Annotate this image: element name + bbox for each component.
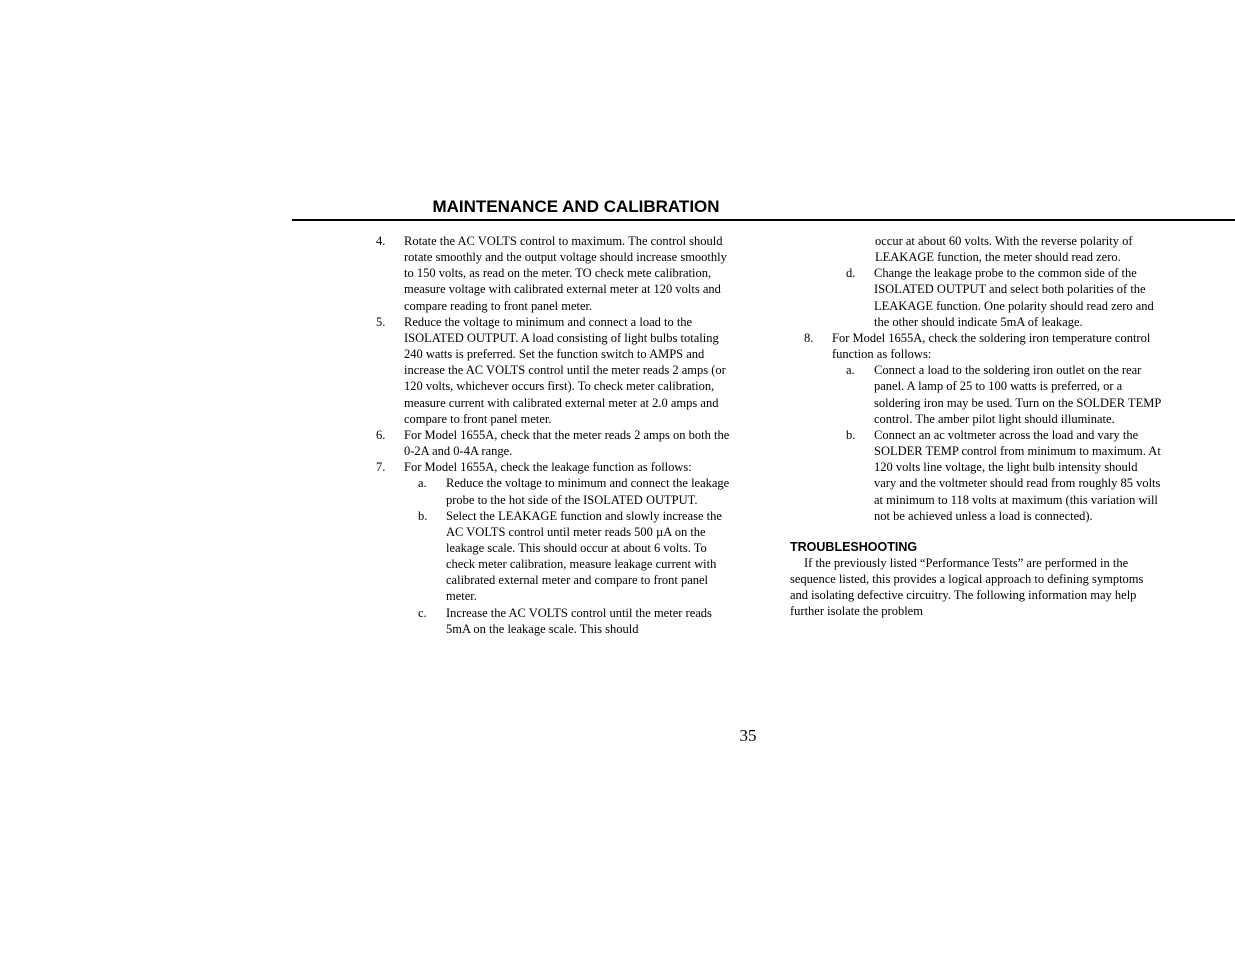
- sub-item-text: Reduce the voltage to minimum and connect the leakage probe to the hot side of the ISOLATED OUTPUT.: [446, 476, 730, 507]
- sub-item-letter: d.: [846, 266, 856, 281]
- sub-item-text: Connect a load to the soldering iron outlet on the rear panel. A lamp of 25 to 100 watts is preferred, or a soldering iron may be used. Turn on the SOLDER TEMP control. The amber pilot light should illuminate.: [874, 363, 1161, 426]
- sub-item-letter: b.: [418, 508, 428, 523]
- sub-item-text: Connect an ac voltmeter across the load and vary the SOLDER TEMP control from minimum to maximum. At 120 volts line voltage, the light bulb intensity should vary and the voltmeter should read from roughly 85 volts at minimum to 118 volts at maximum (this variation will not be achieved unless a load is connected).: [874, 427, 1161, 523]
- item-text: Rotate the AC VOLTS control to maximum. The control should rotate smoothly and the output voltage should increase smoothly to 150 volts, as read on the meter. TO check mete calibration, measure voltage with calibrated external meter at 120 volts and compare reading to front panel meter.: [404, 234, 727, 313]
- list-item-8: [790, 330, 1162, 362]
- sub-item-text: Change the leakage probe to the common side of the ISOLATED OUTPUT and select both polarities of the LEAKAGE function. One polarity should read zero and the other should indicate 5mA of leakage.: [874, 266, 1154, 329]
- sub-item-7c-continuation: occur at about 60 volts. With the reverse polarity of LEAKAGE function, the meter should read zero.: [875, 234, 1133, 265]
- sub-item-7b: [418, 508, 738, 605]
- item-number: 8.: [804, 330, 814, 345]
- list-item-7: [376, 459, 738, 475]
- item-text: Reduce the voltage to minimum and connect a load to the ISOLATED OUTPUT. A load consisting of light bulbs totaling 240 watts is preferred. Set the function switch to AMPS and increase the AC VOLTS control until the meter reads 2 amps (or 120 volts, whichever occurs first). To check meter calibration, measure current with calibrated external meter at 2.0 amps and compare to front panel meter.: [404, 314, 726, 426]
- troubleshooting-paragraph: If the previously listed “Performance Tests” are performed in the sequence listed, this provides a logical approach to defining symptoms and isolating defective circuitry. The following information may help further isolate the problem: [790, 555, 1144, 619]
- sub-item-7c: [418, 605, 738, 637]
- sub-item-text: Select the LEAKAGE function and slowly increase the AC VOLTS control until meter reads 500 µA on the leakage scale. This should occur at about 6 volts. To check meter calibration, measure leakage current with calibrated external meter and compare to front panel meter.: [446, 508, 722, 604]
- item-text: For Model 1655A, check the leakage function as follows:: [404, 460, 692, 475]
- sub-item-letter: a.: [418, 476, 427, 491]
- sub-item-letter: a.: [846, 363, 855, 378]
- item-number: 6.: [376, 427, 386, 442]
- page-number: 35: [739, 726, 757, 745]
- right-column: [790, 233, 1162, 619]
- list-item-4: [376, 233, 738, 314]
- sub-item-text: Increase the AC VOLTS control until the meter reads 5mA on the leakage scale. This should: [446, 605, 712, 636]
- item-number: 5.: [376, 314, 386, 329]
- header-rule: [292, 219, 1235, 221]
- list-item-5: [376, 314, 738, 427]
- item-number: 4.: [376, 234, 386, 248]
- list-item-6: [376, 427, 738, 459]
- section-heading-troubleshooting: TROUBLESHOOTING: [790, 539, 918, 554]
- item-text: For Model 1655A, check the soldering iron temperature control function as follows:: [832, 330, 1151, 362]
- item-text: For Model 1655A, check that the meter reads 2 amps on both the 0-2A and 0-4A range.: [404, 427, 730, 459]
- sub-item-8b: [846, 427, 1162, 524]
- sub-item-letter: c.: [418, 605, 427, 620]
- page-title: MAINTENANCE AND CALIBRATION: [432, 197, 720, 216]
- sub-item-7a: [418, 475, 738, 507]
- item-number: 7.: [376, 460, 386, 475]
- sub-item-8a: [846, 362, 1162, 427]
- left-column: [376, 233, 738, 637]
- sub-item-7d: [846, 265, 1162, 330]
- sub-item-letter: b.: [846, 427, 856, 442]
